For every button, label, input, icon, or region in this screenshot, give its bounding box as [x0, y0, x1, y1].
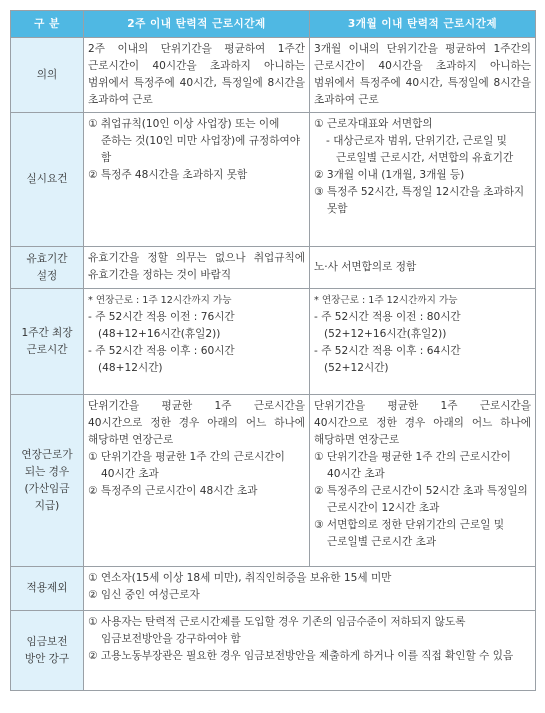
wage-item: ① 사용자는 탄력적 근로시간제를 도입할 경우 기존의 임금수준이 저하되지 않도록 임금보전방안을 강구하여야 함 [88, 616, 466, 645]
overtime-item: ① 단위기간을 평균한 1주 간의 근로시간이 40시간 초과 [88, 451, 285, 480]
row-requirements [11, 113, 536, 247]
row-meaning [11, 38, 536, 113]
cell-requirements-three-month [310, 113, 536, 247]
header-three-month: 3개월 이내 탄력적 근로시간제 [310, 11, 536, 38]
header-category: 구 분 [11, 11, 84, 38]
exclusion-item: ② 임신 중인 여성근로자 [88, 589, 200, 601]
row-overtime [11, 395, 536, 567]
max-hours-line: - 주 52시간 적용 이후 : 64시간 [314, 345, 461, 357]
requirement-item: ② 3개월 이내 (1개월, 3개월 등) [314, 169, 465, 181]
overtime-item: ① 단위기간을 평균한 1주 간의 근로시간이 40시간 초과 [314, 451, 511, 480]
max-hours-calc: (48+12+16시간(휴일2)) [98, 328, 221, 340]
max-hours-line: - 주 52시간 적용 이전 : 76시간 [88, 311, 235, 323]
requirement-item: ③ 특정주 52시간, 특정일 12시간을 초과하지 못함 [314, 186, 525, 215]
row-exclusion [11, 567, 536, 611]
cell-wage [84, 611, 536, 691]
row-validity [11, 247, 536, 289]
row-label-overtime: 연장근로가 되는 경우 (가산임금 지급) [11, 395, 84, 567]
row-label-requirements: 실시요건 [11, 113, 84, 247]
cell-exclusion [84, 567, 536, 611]
overtime-note: * 연장근로 : 1주 12시간까지 가능 [314, 295, 458, 306]
overtime-intro: 단위기간을 평균한 1주 근로시간을 40시간으로 정한 경우 아래의 어느 하나에 해당하면 연장근로 [314, 400, 535, 446]
comparison-table-wrapper [10, 10, 535, 691]
max-hours-line: - 주 52시간 적용 이후 : 60시간 [88, 345, 235, 357]
wage-item: ② 고용노동부장관은 필요한 경우 임금보전방안을 제출하게 하거나 이를 직접 확인할 수 있음 [88, 650, 514, 662]
flexible-work-comparison-table [10, 10, 536, 691]
cell-overtime-three-month [310, 395, 536, 567]
overtime-item: ② 특정주의 근로시간이 48시간 초과 [88, 485, 258, 497]
max-hours-calc: (48+12시간) [98, 362, 163, 374]
cell-max-hours-two-week [84, 289, 310, 395]
cell-max-hours-three-month [310, 289, 536, 395]
header-two-week: 2주 이내 탄력적 근로시간제 [84, 11, 310, 38]
row-label-exclusion: 적용제외 [11, 567, 84, 611]
max-hours-calc: (52+12+16시간(휴일2)) [324, 328, 447, 340]
exclusion-item: ① 연소자(15세 이상 18세 미만), 취직인허증을 보유한 15세 미만 [88, 572, 392, 584]
row-label-meaning: 의의 [11, 38, 84, 113]
overtime-item: ② 특정주의 근로시간이 52시간 초과 특정일의 근로시간이 12시간 초과 [314, 485, 528, 514]
requirement-item: ① 취업규칙(10인 이상 사업장) 또는 이에 준하는 것(10인 미만 사업장)에 규정하여야 함 [88, 118, 300, 164]
row-wage [11, 611, 536, 691]
requirement-subitem: - 대상근로자 범위, 단위기간, 근로일 및 근로일별 근로시간, 서면합의 유효기간 [326, 135, 514, 164]
cell-meaning-two-week: 2주 이내의 단위기간을 평균하여 1주간 근로시간이 40시간을 초과하지 아니하는 범위에서 특정주에 40시간, 특정일에 8시간을 초과하여 근로 [84, 38, 310, 113]
table-header-row [11, 11, 536, 38]
row-max-hours [11, 289, 536, 395]
requirement-item: ② 특정주 48시간을 초과하지 못함 [88, 169, 248, 181]
cell-overtime-two-week [84, 395, 310, 567]
cell-requirements-two-week [84, 113, 310, 247]
overtime-note: * 연장근로 : 1주 12시간까지 가능 [88, 295, 232, 306]
requirement-item: ① 근로자대표와 서면합의 [314, 118, 433, 130]
row-label-validity: 유효기간 설정 [11, 247, 84, 289]
overtime-intro: 단위기간을 평균한 1주 근로시간을 40시간으로 정한 경우 아래의 어느 하나에 해당하면 연장근로 [88, 400, 309, 446]
max-hours-line: - 주 52시간 적용 이전 : 80시간 [314, 311, 461, 323]
cell-validity-two-week: 유효기간을 정할 의무는 없으나 취업규칙에 유효기간을 정하는 것이 바람직 [84, 247, 310, 289]
cell-validity-three-month: 노·사 서면합의로 정함 [310, 247, 536, 289]
row-label-wage: 임금보전 방안 강구 [11, 611, 84, 691]
row-label-max-hours: 1주간 최장 근로시간 [11, 289, 84, 395]
max-hours-calc: (52+12시간) [324, 362, 389, 374]
cell-meaning-three-month: 3개월 이내의 단위기간을 평균하여 1주간의 근로시간이 40시간을 초과하지 아니하는 범위에서 특정주에 40시간, 특정일에 8시간을 초과하여 근로 [310, 38, 536, 113]
overtime-item: ③ 서면합의로 정한 단위기간의 근로일 및 근로일별 근로시간 초과 [314, 519, 505, 548]
